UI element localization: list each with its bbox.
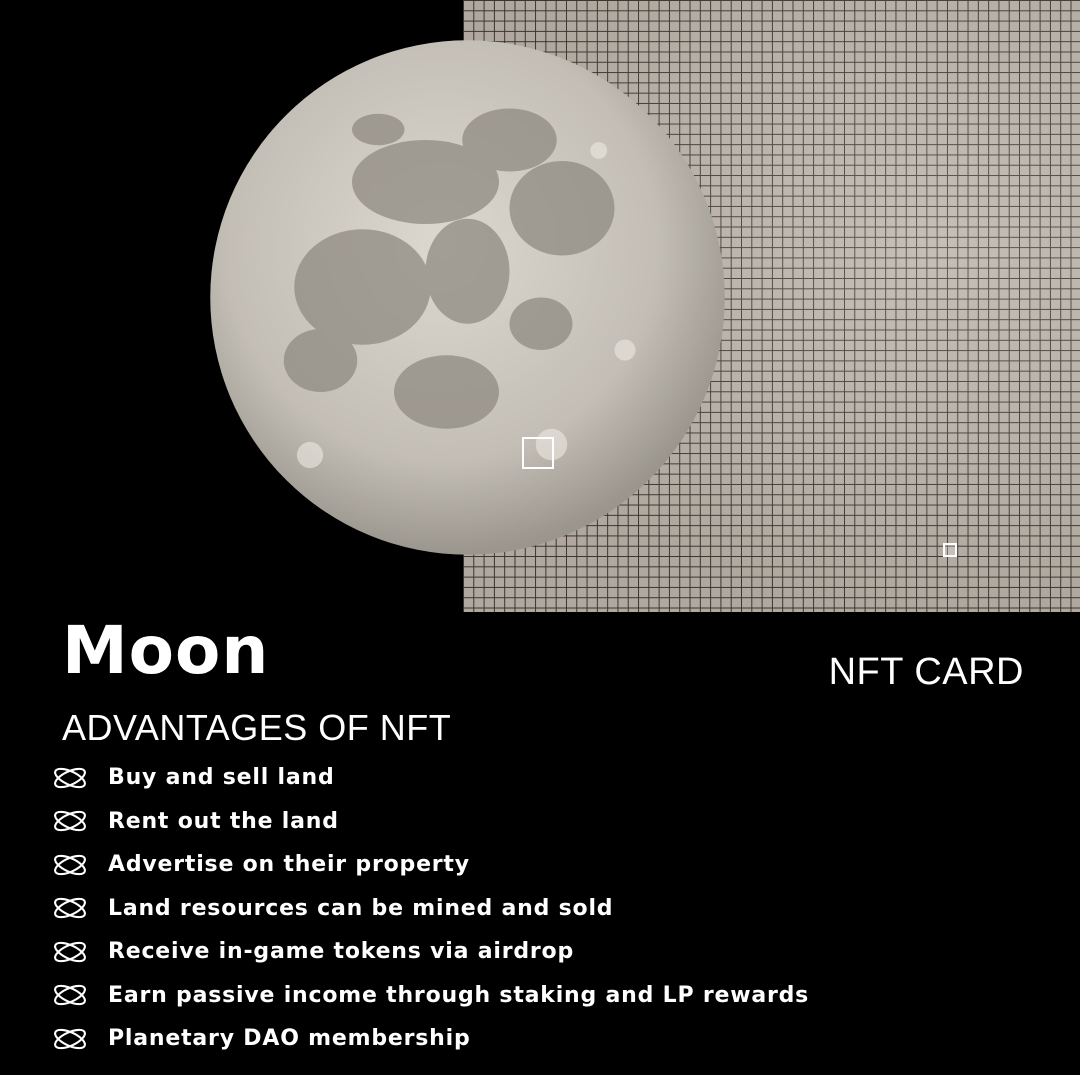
moon-illustration [205, 35, 730, 560]
advantage-label: Receive in-game tokens via airdrop [108, 939, 575, 965]
section-heading: ADVANTAGES OF NFT [62, 707, 452, 748]
atom-orbit-icon [50, 845, 90, 885]
list-item [50, 930, 809, 974]
atom-orbit-icon [50, 932, 90, 972]
list-item [50, 756, 809, 800]
advantages-list [50, 756, 809, 1061]
atom-orbit-icon [50, 758, 90, 798]
selected-plot-marker [522, 437, 554, 469]
atom-orbit-icon [50, 801, 90, 841]
advantage-label: Planetary DAO membership [108, 1026, 471, 1052]
advantage-label: Buy and sell land [108, 765, 335, 791]
list-item [50, 887, 809, 931]
page-title: Moon [62, 612, 270, 689]
list-item [50, 843, 809, 887]
list-item [50, 1017, 809, 1061]
atom-orbit-icon [50, 975, 90, 1015]
advantage-label: Land resources can be mined and sold [108, 895, 614, 921]
advantage-label: Rent out the land [108, 808, 339, 834]
list-item [50, 800, 809, 844]
advantage-label: Earn passive income through staking and LP rewards [108, 982, 810, 1008]
atom-orbit-icon [50, 1019, 90, 1059]
atom-orbit-icon [50, 888, 90, 928]
list-item [50, 974, 809, 1018]
moon-image [205, 35, 730, 560]
card-type-label: NFT CARD [828, 651, 1024, 693]
advantage-label: Advertise on their property [108, 852, 470, 878]
grid-plot-marker [943, 543, 957, 557]
